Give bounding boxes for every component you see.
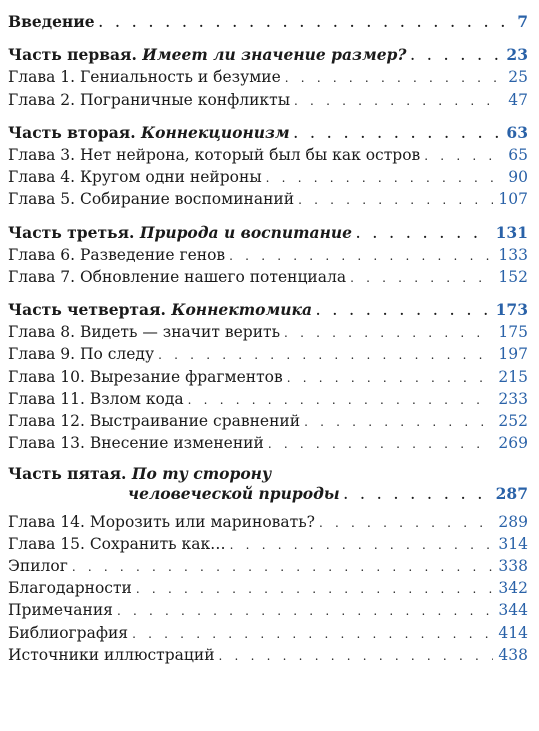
page-number: 338 [498,556,528,575]
page-number: 314 [498,534,528,553]
dot-leader [316,300,491,322]
part-heading-line2 [8,483,528,505]
toc-part-1[interactable] [8,44,528,66]
dot-leader [304,411,493,433]
toc-entry-ch1[interactable] [8,66,528,88]
page-number: 173 [495,300,528,320]
entry-title: Благодарности [8,579,132,598]
dot-leader [72,556,494,578]
dot-leader [294,123,502,145]
dot-leader [132,623,493,645]
toc-entry-ch6[interactable] [8,244,528,266]
toc-entry-notes[interactable] [8,599,528,621]
page-number: 7 [517,12,528,31]
toc-entry-thanks[interactable] [8,577,528,599]
page-number: 23 [506,45,528,65]
toc-entry-ch14[interactable] [8,511,528,533]
page-number: 289 [498,512,528,531]
toc-part-3[interactable] [8,222,528,244]
part-heading [8,44,406,66]
toc-entry-epilogue[interactable] [8,555,528,577]
dot-leader [319,512,493,534]
toc-entry-ch5[interactable] [8,188,528,210]
page-number: 65 [508,145,528,164]
dot-leader [356,223,491,245]
page-number: 414 [498,623,528,642]
entry-title: Глава 2. Пограничные конфликты [8,90,291,109]
part-subtitle: Природа и воспитание [139,222,353,242]
part-subtitle-line2: человеческой природы [128,484,340,504]
dot-leader [229,245,493,267]
toc-entry-ch8[interactable] [8,321,528,343]
dot-leader [230,534,494,556]
dot-leader [410,45,501,67]
dot-leader [287,367,494,389]
toc-entry-bibliography[interactable] [8,622,528,644]
page-number: 342 [498,579,528,598]
part-subtitle-line1: По ту сторону [131,464,272,484]
entry-title: Глава 8. Видеть — значит верить [8,323,281,342]
dot-leader [350,267,493,289]
entry-title: Глава 15. Сохранить как… [8,534,226,553]
toc-part-5[interactable] [8,464,528,505]
page-number: 90 [508,168,528,187]
entry-title: Глава 10. Вырезание фрагментов [8,367,283,386]
entry-title: Глава 7. Обновление нашего потенциала [8,267,347,286]
toc-entry-ch7[interactable] [8,266,528,288]
toc-entry-ch3[interactable] [8,144,528,166]
entry-title: Эпилог [8,556,68,575]
part-label: Часть первая. [8,45,137,65]
dot-leader [99,12,507,34]
page-number: 152 [498,267,528,286]
toc-part-2[interactable] [8,122,528,144]
part-heading [8,299,312,321]
entry-title: Введение [8,12,95,31]
entry-title: Глава 6. Разведение генов [8,245,226,264]
part-subtitle: Коннекционизм [141,122,290,142]
toc-entry-ch2[interactable] [8,89,528,111]
toc-part-4[interactable] [8,299,528,321]
entry-title: Глава 11. Взлом кода [8,389,184,408]
part-subtitle: Коннектомика [171,300,313,320]
page-number: 438 [498,645,528,664]
part-heading [8,464,528,483]
part-heading [8,122,290,144]
part-subtitle: Имеет ли значение размер? [142,45,407,65]
entry-title: Библиография [8,623,129,642]
page-number: 233 [498,389,528,408]
dot-leader [424,145,503,167]
page-number: 287 [495,484,528,504]
page-number: 131 [495,222,528,242]
dot-leader [268,433,494,455]
toc-entry-ch12[interactable] [8,410,528,432]
part-label: Часть вторая. [8,122,136,142]
entry-title: Глава 4. Кругом одни нейроны [8,168,262,187]
part-label: Часть четвертая. [8,300,166,320]
part-label: Часть пятая. [8,464,127,484]
page-number: 197 [498,345,528,364]
dot-leader [266,167,504,189]
part-heading [8,222,352,244]
toc-entry-ch11[interactable] [8,388,528,410]
page-number: 344 [498,601,528,620]
page-number: 47 [508,90,528,109]
part-label: Часть третья. [8,222,135,242]
toc-entry-ch4[interactable] [8,166,528,188]
entry-title: Глава 14. Морозить или мариновать? [8,512,315,531]
dot-leader [117,600,493,622]
page-number: 63 [506,122,528,142]
toc-entry-ch9[interactable] [8,343,528,365]
toc-entry-ch15[interactable] [8,533,528,555]
entry-title: Глава 5. Собирание воспоминаний [8,190,295,209]
page-number: 175 [498,323,528,342]
entry-title: Глава 3. Нет нейрона, который был бы как остров [8,145,421,164]
page-number: 269 [498,434,528,453]
entry-title: Примечания [8,601,113,620]
toc-entry-intro[interactable] [8,11,528,33]
table-of-contents [8,11,528,666]
entry-title: Глава 9. По следу [8,345,155,364]
dot-leader [188,389,494,411]
toc-entry-illustrations[interactable] [8,644,528,666]
dot-leader [158,344,493,366]
dot-leader [219,645,494,667]
entry-title: Глава 13. Внесение изменений [8,434,264,453]
toc-entry-ch13[interactable] [8,432,528,454]
dot-leader [285,67,504,89]
page-number: 133 [498,245,528,264]
page-number: 215 [498,367,528,386]
dot-leader [344,484,491,506]
dot-leader [294,90,503,112]
toc-entry-ch10[interactable] [8,366,528,388]
page-number: 25 [508,68,528,87]
entry-title: Глава 1. Гениальность и безумие [8,68,281,87]
dot-leader [136,578,494,600]
entry-title: Глава 12. Выстраивание сравнений [8,412,301,430]
page-number: 252 [498,412,528,430]
dot-leader [284,322,493,344]
dot-leader [298,189,493,211]
page-number: 107 [498,190,528,209]
entry-title: Источники иллюстраций [8,645,215,664]
